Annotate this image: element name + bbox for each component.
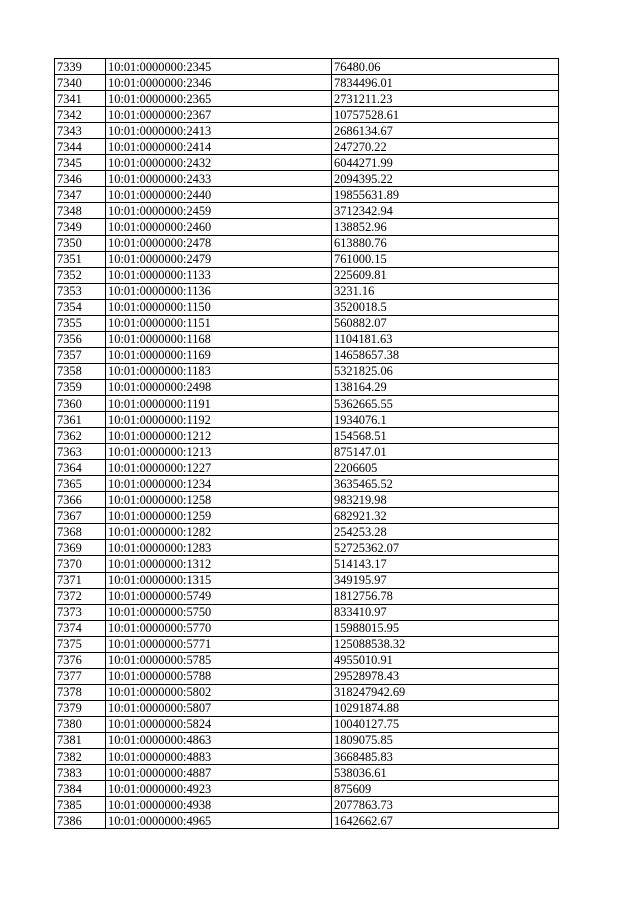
table-row (55, 813, 559, 829)
table-row (55, 395, 559, 411)
row-number-cell: 7377 (55, 668, 106, 684)
value-cell: 10040127.75 (332, 716, 559, 732)
value-cell: 138164.29 (332, 379, 559, 395)
cadastral-number-cell: 10:01:0000000:4863 (106, 732, 332, 748)
row-number-cell: 7382 (55, 749, 106, 765)
row-number-cell: 7351 (55, 251, 106, 267)
table-row (55, 588, 559, 604)
cadastral-number-cell: 10:01:0000000:4923 (106, 781, 332, 797)
row-number-cell: 7376 (55, 652, 106, 668)
value-cell: 761000.15 (332, 251, 559, 267)
row-number-cell: 7345 (55, 155, 106, 171)
value-cell: 4955010.91 (332, 652, 559, 668)
cadastral-number-cell: 10:01:0000000:2460 (106, 219, 332, 235)
row-number-cell: 7342 (55, 107, 106, 123)
row-number-cell: 7385 (55, 797, 106, 813)
value-cell: 833410.97 (332, 604, 559, 620)
cadastral-number-cell: 10:01:0000000:1191 (106, 395, 332, 411)
cadastral-number-cell: 10:01:0000000:1133 (106, 267, 332, 283)
table-row (55, 299, 559, 315)
table-row (55, 700, 559, 716)
cadastral-number-cell: 10:01:0000000:2459 (106, 203, 332, 219)
table-row (55, 604, 559, 620)
row-number-cell: 7374 (55, 620, 106, 636)
row-number-cell: 7372 (55, 588, 106, 604)
value-cell: 7834496.01 (332, 75, 559, 91)
row-number-cell: 7352 (55, 267, 106, 283)
value-cell: 3668485.83 (332, 749, 559, 765)
row-number-cell: 7362 (55, 428, 106, 444)
cadastral-number-cell: 10:01:0000000:1282 (106, 524, 332, 540)
table-row (55, 155, 559, 171)
value-cell: 1934076.1 (332, 412, 559, 428)
row-number-cell: 7366 (55, 492, 106, 508)
table-row (55, 556, 559, 572)
row-number-cell: 7373 (55, 604, 106, 620)
value-cell: 1642662.67 (332, 813, 559, 829)
cadastral-number-cell: 10:01:0000000:2440 (106, 187, 332, 203)
value-cell: 15988015.95 (332, 620, 559, 636)
cadastral-number-cell: 10:01:0000000:1169 (106, 347, 332, 363)
cadastral-number-cell: 10:01:0000000:1283 (106, 540, 332, 556)
cadastral-number-cell: 10:01:0000000:1183 (106, 363, 332, 379)
cadastral-number-cell: 10:01:0000000:5749 (106, 588, 332, 604)
row-number-cell: 7364 (55, 460, 106, 476)
table-row (55, 331, 559, 347)
cadastral-number-cell: 10:01:0000000:4883 (106, 749, 332, 765)
value-cell: 1812756.78 (332, 588, 559, 604)
value-cell: 2731211.23 (332, 91, 559, 107)
value-cell: 5321825.06 (332, 363, 559, 379)
value-cell: 682921.32 (332, 508, 559, 524)
value-cell: 225609.81 (332, 267, 559, 283)
table-row (55, 412, 559, 428)
row-number-cell: 7360 (55, 395, 106, 411)
table-row (55, 91, 559, 107)
table-row (55, 620, 559, 636)
row-number-cell: 7355 (55, 315, 106, 331)
cadastral-number-cell: 10:01:0000000:5824 (106, 716, 332, 732)
cadastral-number-cell: 10:01:0000000:2478 (106, 235, 332, 251)
table-row (55, 749, 559, 765)
table-body (55, 59, 559, 829)
value-cell: 3712342.94 (332, 203, 559, 219)
table-row (55, 59, 559, 75)
table-row (55, 508, 559, 524)
table-row (55, 444, 559, 460)
value-cell: 613880.76 (332, 235, 559, 251)
cadastral-number-cell: 10:01:0000000:1315 (106, 572, 332, 588)
row-number-cell: 7340 (55, 75, 106, 91)
value-cell: 52725362.07 (332, 540, 559, 556)
value-cell: 3635465.52 (332, 476, 559, 492)
row-number-cell: 7357 (55, 347, 106, 363)
row-number-cell: 7348 (55, 203, 106, 219)
table-row (55, 684, 559, 700)
row-number-cell: 7349 (55, 219, 106, 235)
cadastral-number-cell: 10:01:0000000:2414 (106, 139, 332, 155)
row-number-cell: 7346 (55, 171, 106, 187)
table-row (55, 781, 559, 797)
cadastral-number-cell: 10:01:0000000:4938 (106, 797, 332, 813)
row-number-cell: 7359 (55, 379, 106, 395)
row-number-cell: 7344 (55, 139, 106, 155)
cadastral-number-cell: 10:01:0000000:1136 (106, 283, 332, 299)
row-number-cell: 7369 (55, 540, 106, 556)
cadastral-number-cell: 10:01:0000000:1213 (106, 444, 332, 460)
table-row (55, 171, 559, 187)
cadastral-number-cell: 10:01:0000000:2498 (106, 379, 332, 395)
value-cell: 10757528.61 (332, 107, 559, 123)
cadastral-number-cell: 10:01:0000000:2365 (106, 91, 332, 107)
table-row (55, 107, 559, 123)
cadastral-number-cell: 10:01:0000000:2367 (106, 107, 332, 123)
row-number-cell: 7343 (55, 123, 106, 139)
cadastral-number-cell: 10:01:0000000:2413 (106, 123, 332, 139)
value-cell: 154568.51 (332, 428, 559, 444)
value-cell: 875609 (332, 781, 559, 797)
row-number-cell: 7356 (55, 331, 106, 347)
row-number-cell: 7379 (55, 700, 106, 716)
table-row (55, 123, 559, 139)
cadastral-number-cell: 10:01:0000000:1227 (106, 460, 332, 476)
value-cell: 983219.98 (332, 492, 559, 508)
table-row (55, 476, 559, 492)
cadastral-number-cell: 10:01:0000000:1192 (106, 412, 332, 428)
data-table (54, 58, 559, 829)
value-cell: 875147.01 (332, 444, 559, 460)
table-row (55, 492, 559, 508)
value-cell: 138852.96 (332, 219, 559, 235)
cadastral-number-cell: 10:01:0000000:1168 (106, 331, 332, 347)
cadastral-number-cell: 10:01:0000000:5802 (106, 684, 332, 700)
table-row (55, 797, 559, 813)
row-number-cell: 7384 (55, 781, 106, 797)
cadastral-number-cell: 10:01:0000000:1234 (106, 476, 332, 492)
value-cell: 29528978.43 (332, 668, 559, 684)
row-number-cell: 7354 (55, 299, 106, 315)
value-cell: 1104181.63 (332, 331, 559, 347)
cadastral-number-cell: 10:01:0000000:5807 (106, 700, 332, 716)
row-number-cell: 7341 (55, 91, 106, 107)
row-number-cell: 7370 (55, 556, 106, 572)
value-cell: 3520018.5 (332, 299, 559, 315)
table-row (55, 283, 559, 299)
cadastral-number-cell: 10:01:0000000:2345 (106, 59, 332, 75)
value-cell: 14658657.38 (332, 347, 559, 363)
value-cell: 10291874.88 (332, 700, 559, 716)
value-cell: 5362665.55 (332, 395, 559, 411)
row-number-cell: 7358 (55, 363, 106, 379)
value-cell: 76480.06 (332, 59, 559, 75)
table-row (55, 524, 559, 540)
cadastral-number-cell: 10:01:0000000:1258 (106, 492, 332, 508)
value-cell: 254253.28 (332, 524, 559, 540)
value-cell: 247270.22 (332, 139, 559, 155)
table-row (55, 75, 559, 91)
value-cell: 3231.16 (332, 283, 559, 299)
row-number-cell: 7380 (55, 716, 106, 732)
cadastral-number-cell: 10:01:0000000:1151 (106, 315, 332, 331)
table-row (55, 668, 559, 684)
value-cell: 538036.61 (332, 765, 559, 781)
value-cell: 2094395.22 (332, 171, 559, 187)
table-row (55, 315, 559, 331)
cadastral-number-cell: 10:01:0000000:2432 (106, 155, 332, 171)
row-number-cell: 7386 (55, 813, 106, 829)
table-row (55, 235, 559, 251)
cadastral-number-cell: 10:01:0000000:1259 (106, 508, 332, 524)
row-number-cell: 7353 (55, 283, 106, 299)
table-row (55, 572, 559, 588)
table-row (55, 732, 559, 748)
cadastral-number-cell: 10:01:0000000:5785 (106, 652, 332, 668)
cadastral-number-cell: 10:01:0000000:2433 (106, 171, 332, 187)
row-number-cell: 7367 (55, 508, 106, 524)
table-row (55, 251, 559, 267)
table-row (55, 139, 559, 155)
value-cell: 2206605 (332, 460, 559, 476)
row-number-cell: 7347 (55, 187, 106, 203)
table-row (55, 347, 559, 363)
value-cell: 318247942.69 (332, 684, 559, 700)
value-cell: 125088538.32 (332, 636, 559, 652)
cadastral-number-cell: 10:01:0000000:2479 (106, 251, 332, 267)
table-row (55, 187, 559, 203)
row-number-cell: 7375 (55, 636, 106, 652)
cadastral-number-cell: 10:01:0000000:1212 (106, 428, 332, 444)
row-number-cell: 7383 (55, 765, 106, 781)
table-row (55, 716, 559, 732)
cadastral-number-cell: 10:01:0000000:5771 (106, 636, 332, 652)
cadastral-number-cell: 10:01:0000000:2346 (106, 75, 332, 91)
cadastral-number-cell: 10:01:0000000:1150 (106, 299, 332, 315)
table-row (55, 765, 559, 781)
value-cell: 2077863.73 (332, 797, 559, 813)
cadastral-number-cell: 10:01:0000000:5770 (106, 620, 332, 636)
value-cell: 2686134.67 (332, 123, 559, 139)
row-number-cell: 7363 (55, 444, 106, 460)
row-number-cell: 7378 (55, 684, 106, 700)
cadastral-number-cell: 10:01:0000000:5788 (106, 668, 332, 684)
value-cell: 19855631.89 (332, 187, 559, 203)
row-number-cell: 7339 (55, 59, 106, 75)
table-row (55, 636, 559, 652)
row-number-cell: 7371 (55, 572, 106, 588)
value-cell: 1809075.85 (332, 732, 559, 748)
table-row (55, 379, 559, 395)
table-row (55, 460, 559, 476)
table-row (55, 363, 559, 379)
cadastral-number-cell: 10:01:0000000:1312 (106, 556, 332, 572)
value-cell: 349195.97 (332, 572, 559, 588)
cadastral-number-cell: 10:01:0000000:4965 (106, 813, 332, 829)
row-number-cell: 7381 (55, 732, 106, 748)
value-cell: 560882.07 (332, 315, 559, 331)
table-row (55, 540, 559, 556)
row-number-cell: 7350 (55, 235, 106, 251)
table-row (55, 203, 559, 219)
row-number-cell: 7365 (55, 476, 106, 492)
table-row (55, 267, 559, 283)
value-cell: 514143.17 (332, 556, 559, 572)
row-number-cell: 7361 (55, 412, 106, 428)
table-row (55, 219, 559, 235)
row-number-cell: 7368 (55, 524, 106, 540)
cadastral-number-cell: 10:01:0000000:4887 (106, 765, 332, 781)
value-cell: 6044271.99 (332, 155, 559, 171)
cadastral-number-cell: 10:01:0000000:5750 (106, 604, 332, 620)
table-row (55, 652, 559, 668)
table-row (55, 428, 559, 444)
